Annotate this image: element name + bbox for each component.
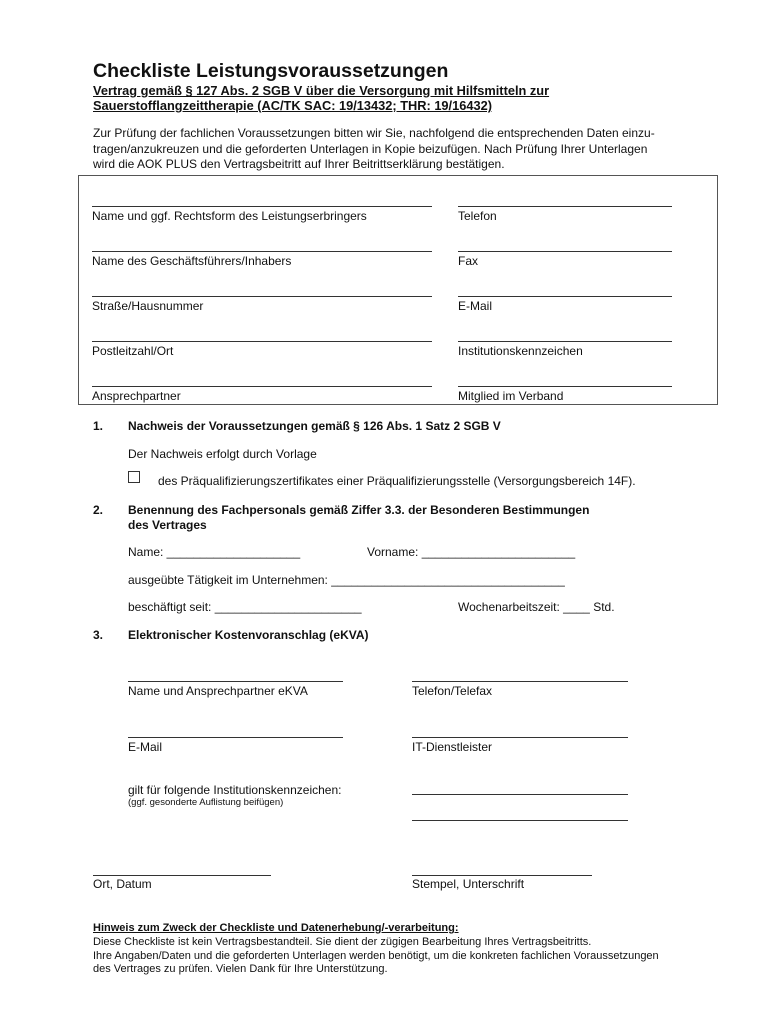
it-dienstleister-field-line[interactable] bbox=[412, 737, 628, 738]
wochenarbeitszeit-field[interactable]: Wochenarbeitszeit: ____ Std. bbox=[458, 600, 615, 614]
note-text bbox=[93, 936, 659, 977]
telefon-label: Telefon bbox=[458, 209, 497, 223]
section-2-heading-line: des Vertrages bbox=[128, 517, 207, 532]
subtitle-line: Sauerstofflangzeittherapie (AC/TK SAC: 19/13432; THR: 19/16432) bbox=[93, 98, 492, 113]
note-heading: Hinweis zum Zweck der Checkliste und Datenerhebung/-verarbeitung: bbox=[93, 922, 459, 934]
taetigkeit-field[interactable]: ausgeübte Tätigkeit im Unternehmen: ___________________________________ bbox=[128, 573, 565, 587]
praequalifizierung-label: des Präqualifizierungszertifikates einer Präqualifizierungsstelle (Versorgungsbereich 14F). bbox=[158, 474, 636, 488]
telefon-field-line[interactable] bbox=[458, 206, 672, 207]
intro-line: Zur Prüfung der fachlichen Voraussetzungen bitten wir Sie, nachfolgend die entsprechenden Daten einzu- bbox=[93, 126, 655, 140]
ansprechpartner-field-line[interactable] bbox=[92, 386, 432, 387]
email-field-line[interactable] bbox=[458, 296, 672, 297]
section-1-heading: Nachweis der Voraussetzungen gemäß § 126 Abs. 1 Satz 2 SGB V bbox=[128, 419, 501, 433]
name-field-line[interactable] bbox=[92, 206, 432, 207]
note-line: Ihre Angaben/Daten und die geforderten Unterlagen werden benötigt, um die konkreten fachlichen Voraussetzungen bbox=[93, 949, 659, 962]
email-label: E-Mail bbox=[458, 299, 493, 313]
ik-list-line-1[interactable] bbox=[412, 794, 628, 795]
fax-label: Fax bbox=[458, 254, 479, 268]
ekva-name-field-line[interactable] bbox=[128, 681, 343, 682]
gilt-fuer-label: gilt für folgende Institutionskennzeichen: bbox=[128, 783, 342, 797]
ort-datum-label: Ort, Datum bbox=[93, 877, 152, 891]
geschaeftsfuehrer-field-line[interactable] bbox=[92, 251, 432, 252]
intro-line: tragen/anzukreuzen und die geforderten Unterlagen in Kopie beizufügen. Nach Prüfung Ihrer Unterlagen bbox=[93, 141, 648, 156]
ort-datum-field-line[interactable] bbox=[93, 875, 271, 876]
section-2-heading-line: Benennung des Fachpersonals gemäß Ziffer 3.3. der Besonderen Bestimmungen bbox=[128, 503, 590, 517]
fachpersonal-name-field[interactable]: Name: ____________________ bbox=[128, 545, 301, 559]
it-dienstleister-label: IT-Dienstleister bbox=[412, 740, 493, 754]
verband-field-line[interactable] bbox=[458, 386, 672, 387]
ekva-email-label: E-Mail bbox=[128, 740, 163, 754]
plz-label: Postleitzahl/Ort bbox=[92, 344, 174, 358]
verband-label: Mitglied im Verband bbox=[458, 389, 564, 403]
section-2-heading bbox=[128, 503, 589, 532]
fax-field-line[interactable] bbox=[458, 251, 672, 252]
plz-field-line[interactable] bbox=[92, 341, 432, 342]
stempel-field-line[interactable] bbox=[412, 875, 592, 876]
ik-field-line[interactable] bbox=[458, 341, 672, 342]
section-3-number: 3. bbox=[93, 628, 104, 642]
name-label: Name und ggf. Rechtsform des Leistungserbringers bbox=[92, 209, 367, 223]
strasse-label: Straße/Hausnummer bbox=[92, 299, 204, 313]
ekva-telefon-label: Telefon/Telefax bbox=[412, 684, 493, 698]
section-1-text: Der Nachweis erfolgt durch Vorlage bbox=[128, 447, 317, 461]
ekva-telefon-field-line[interactable] bbox=[412, 681, 628, 682]
document-title: Checkliste Leistungsvoraussetzungen bbox=[93, 60, 449, 82]
intro-text bbox=[93, 126, 655, 173]
ik-list-line-2[interactable] bbox=[412, 820, 628, 821]
fachpersonal-vorname-field[interactable]: Vorname: _______________________ bbox=[367, 545, 576, 559]
intro-line: wird die AOK PLUS den Vertragsbeitritt auf Ihrer Beitrittserklärung bestätigen. bbox=[93, 157, 505, 171]
subtitle-line: Vertrag gemäß § 127 Abs. 2 SGB V über die Versorgung mit Hilfsmitteln zur bbox=[93, 83, 550, 98]
geschaeftsfuehrer-label: Name des Geschäftsführers/Inhabers bbox=[92, 254, 292, 268]
stempel-label: Stempel, Unterschrift bbox=[412, 877, 525, 891]
ansprechpartner-label: Ansprechpartner bbox=[92, 389, 181, 403]
beschaeftigt-seit-field[interactable]: beschäftigt seit: ______________________ bbox=[128, 600, 362, 614]
gilt-fuer-note: (ggf. gesonderte Auflistung beifügen) bbox=[128, 797, 284, 808]
section-1-number: 1. bbox=[93, 419, 104, 433]
section-2-number: 2. bbox=[93, 503, 104, 517]
strasse-field-line[interactable] bbox=[92, 296, 432, 297]
section-3-heading: Elektronischer Kostenvoranschlag (eKVA) bbox=[128, 628, 369, 642]
praequalifizierung-checkbox[interactable] bbox=[128, 471, 140, 483]
ekva-email-field-line[interactable] bbox=[128, 737, 343, 738]
note-line: des Vertrages zu prüfen. Vielen Dank für Ihre Unterstützung. bbox=[93, 963, 388, 975]
ekva-name-label: Name und Ansprechpartner eKVA bbox=[128, 684, 308, 698]
document-subtitle bbox=[93, 83, 549, 113]
ik-label: Institutionskennzeichen bbox=[458, 344, 583, 358]
note-line: Diese Checkliste ist kein Vertragsbestandteil. Sie dient der zügigen Bearbeitung Ihres Vertragsbeitritts. bbox=[93, 936, 592, 948]
